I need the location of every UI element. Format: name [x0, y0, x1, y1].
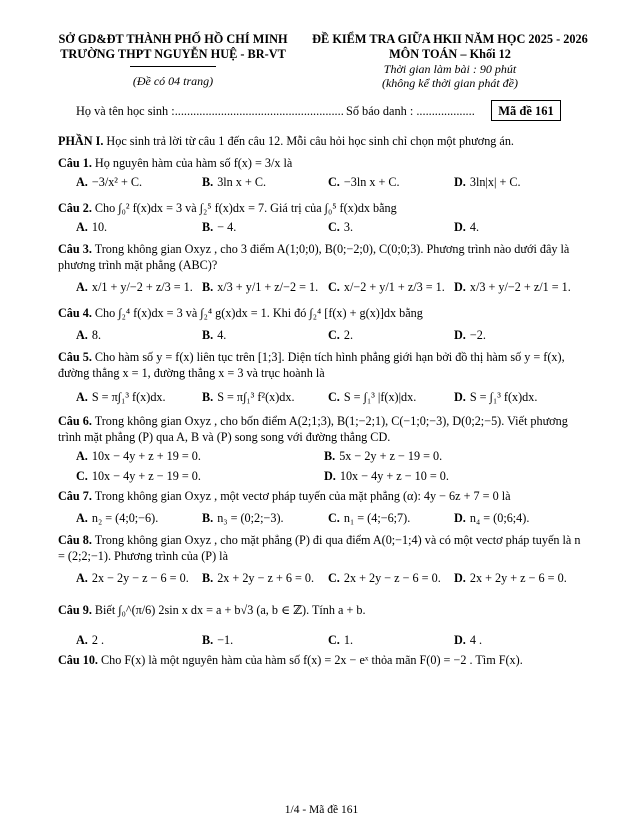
options-q4	[76, 327, 588, 343]
question-text: Họ nguyên hàm của hàm số f(x) = 3/x là	[91, 156, 293, 170]
option-c: C. 2.	[328, 328, 353, 342]
question-2	[58, 200, 588, 216]
question-text: Trong không gian Oxyz , một vectơ pháp tuyến của mặt phẳng (α): 4y − 6z + 7 = 0 là	[91, 489, 511, 503]
question-label: Câu 4.	[58, 306, 92, 320]
question-5	[58, 349, 588, 381]
option-b: B. − 4.	[202, 220, 237, 234]
options-q3	[76, 279, 588, 295]
question-label: Câu 9.	[58, 603, 92, 617]
options-q9	[76, 632, 588, 648]
option-d: D. 2x + 2y + z − 6 = 0.	[454, 571, 567, 585]
option-d: D. S = ∫₁³ f(x)dx.	[454, 390, 538, 404]
options-q2	[76, 219, 588, 235]
option-b: B. 4.	[202, 328, 227, 342]
candidate-number-field: Số báo danh : ...................	[346, 104, 475, 118]
option-b: B. S = π∫₁³ f²(x)dx.	[202, 390, 295, 404]
question-10	[58, 652, 588, 668]
exam-code-box: Mã đề 161	[491, 100, 561, 121]
question-7	[58, 488, 588, 504]
option-c: C. 10x − 4y + z − 19 = 0.	[76, 469, 201, 483]
header-right	[300, 32, 600, 90]
option-a: A. S = π∫₁³ f(x)dx.	[76, 390, 166, 404]
option-b: B. 3ln x + C.	[202, 175, 267, 189]
exam-title: ĐỀ KIỂM TRA GIỮA HKII NĂM HỌC 2025 - 2026	[312, 32, 588, 46]
question-text: Cho hàm số y = f(x) liên tục trên [1;3]. Diện tích hình phẳng giới hạn bởi đồ thị hàm số y = f(x), đường thẳng x = 1, đường thẳng x = 3 và trục hoành là	[58, 350, 565, 380]
question-text: Trong không gian Oxyz , cho mặt phẳng (P) đi qua điểm A(0;−1;4) và có một vectơ pháp tuyến là n = (2;2;−1). Phương trình của (P) là	[58, 533, 581, 563]
option-c: C. 3.	[328, 220, 353, 234]
options-q7	[76, 510, 588, 526]
page-footer: 1/4 - Mã đề 161	[284, 804, 359, 816]
question-text: Cho ∫₂⁴ f(x)dx = 3 và ∫₂⁴ g(x)dx = 1. Khi đó ∫₂⁴ [f(x) + g(x)]dx bằng	[94, 306, 423, 320]
option-b: B. x/3 + y/1 + z/−2 = 1.	[202, 280, 319, 294]
question-8	[58, 532, 588, 564]
question-text: Trong không gian Oxyz , cho bốn điểm A(2;1;3), B(1;−2;1), C(−1;0;−3), D(0;2;−5). Viết phương trình mặt phẳng (P) qua A, B và (P) song song với đường thẳng CD.	[58, 414, 568, 444]
option-c: C. 2x + 2y − z − 6 = 0.	[328, 571, 441, 585]
subject: MÔN TOÁN – Khối 12	[389, 47, 511, 61]
option-b: B. −1.	[202, 633, 234, 647]
question-label: Câu 2.	[58, 201, 92, 215]
option-a: A. −3/x² + C.	[76, 175, 143, 189]
option-d: D. 4.	[454, 220, 479, 234]
option-a: A. 8.	[76, 328, 101, 342]
header-left	[38, 32, 308, 88]
student-name-field: Họ và tên học sinh :.......................................................	[76, 104, 344, 118]
part-title: PHẦN I.	[58, 134, 104, 148]
question-label: Câu 1.	[58, 156, 92, 170]
school-name: TRƯỜNG THPT NGUYỄN HUỆ - BR-VT	[60, 47, 286, 61]
option-a: A. 10.	[76, 220, 108, 234]
question-6	[58, 413, 588, 445]
options-q6-row1	[76, 448, 588, 464]
question-label: Câu 3.	[58, 242, 92, 256]
question-text: Trong không gian Oxyz , cho 3 điểm A(1;0;0), B(0;−2;0), C(0;0;3). Phương trình nào dưới đây là phương trình mặt phẳng (ABC)?	[58, 242, 570, 272]
option-c: C. −3ln x + C.	[328, 175, 400, 189]
exam-time: Thời gian làm bài : 90 phút	[383, 62, 517, 76]
options-q5	[76, 389, 588, 405]
option-a: A. 2 .	[76, 633, 105, 647]
question-label: Câu 5.	[58, 350, 92, 364]
question-label: Câu 6.	[58, 414, 92, 428]
options-q1	[76, 174, 588, 190]
question-text: Cho ∫₀² f(x)dx = 3 và ∫₂⁵ f(x)dx = 7. Giá trị của ∫₀⁵ f(x)dx bằng	[94, 201, 397, 215]
option-d: D. x/3 + y/−2 + z/1 = 1.	[454, 280, 571, 294]
option-c: C. n₁ = (4;−6;7).	[328, 511, 411, 525]
exam-time-note: (không kể thời gian phát đề)	[381, 76, 519, 90]
header-divider	[130, 66, 216, 67]
option-d: D. −2.	[454, 328, 486, 342]
options-q6-row2	[76, 468, 588, 484]
option-b: B. 2x + 2y − z + 6 = 0.	[202, 571, 315, 585]
question-text: Biết ∫₀^(π/6) 2sin x dx = a + b√3 (a, b ∈ ℤ). Tính a + b.	[91, 603, 366, 617]
option-d: D. 3ln|x| + C.	[454, 175, 521, 189]
option-c: C. x/−2 + y/1 + z/3 = 1.	[328, 280, 445, 294]
question-text: Cho F(x) là một nguyên hàm của hàm số f(x) = 2x − eˣ thỏa mãn F(0) = −2 . Tìm F(x).	[97, 653, 523, 667]
option-a: A. n₂ = (4;0;−6).	[76, 511, 159, 525]
question-label: Câu 8.	[58, 533, 92, 547]
option-a: A. x/1 + y/−2 + z/3 = 1.	[76, 280, 193, 294]
option-b: B. 5x − 2y + z − 19 = 0.	[324, 449, 443, 463]
questions	[58, 133, 588, 670]
question-label: Câu 10.	[58, 653, 98, 667]
option-d: D. 10x − 4y + z − 10 = 0.	[324, 469, 449, 483]
option-b: B. n₃ = (0;2;−3).	[202, 511, 284, 525]
option-c: C. 1.	[328, 633, 353, 647]
option-a: A. 2x − 2y − z − 6 = 0.	[76, 571, 189, 585]
question-9	[58, 602, 588, 618]
option-a: A. 10x − 4y + z + 19 = 0.	[76, 449, 201, 463]
part-text: Học sinh trả lời từ câu 1 đến câu 12. Mỗi câu hỏi học sinh chỉ chọn một phương án.	[103, 134, 514, 148]
option-d: D. n₄ = (0;6;4).	[454, 511, 530, 525]
part1-instruction	[58, 133, 588, 149]
question-3	[58, 241, 588, 273]
question-1	[58, 155, 588, 171]
question-label: Câu 7.	[58, 489, 92, 503]
option-d: D. 4 .	[454, 633, 483, 647]
options-q8	[76, 570, 588, 586]
question-4	[58, 305, 588, 321]
pages-note: (Đề có 04 trang)	[132, 74, 214, 88]
option-c: C. S = ∫₁³ |f(x)|dx.	[328, 390, 417, 404]
department-name: SỞ GD&ĐT THÀNH PHỐ HỒ CHÍ MINH	[58, 32, 288, 46]
